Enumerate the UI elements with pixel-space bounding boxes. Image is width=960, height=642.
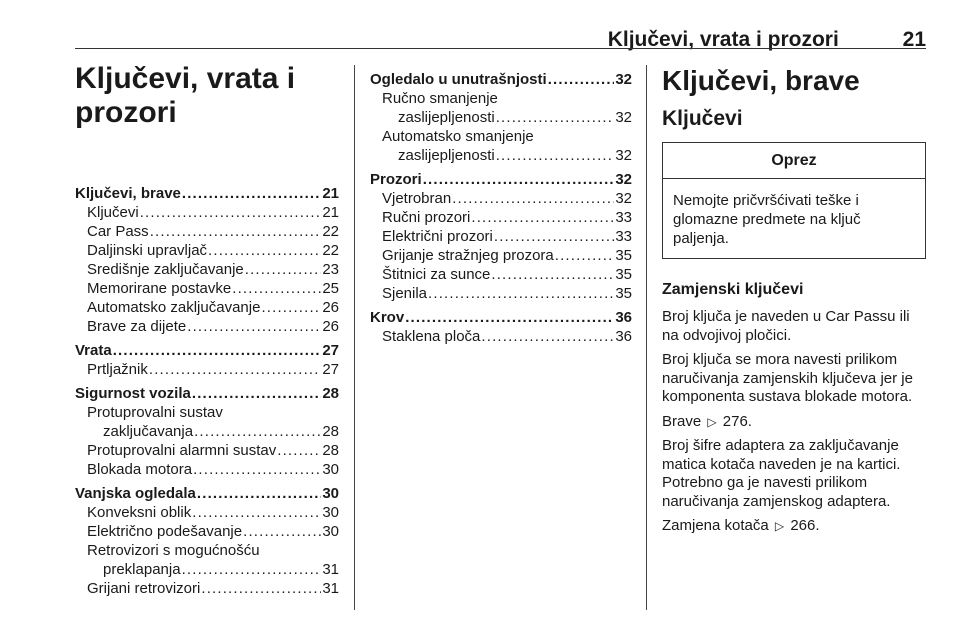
- toc-entry-label: Električni prozori: [382, 228, 493, 245]
- subsection-heading: Ključevi: [662, 107, 743, 130]
- header-rule: [75, 48, 926, 49]
- toc-leader-dots: [548, 70, 615, 89]
- toc-entry-label: Vjetrobran: [382, 190, 452, 207]
- toc-entry-label: Automatsko smanjenje: [382, 128, 534, 145]
- caution-caption: Oprez: [663, 143, 925, 179]
- toc-entry-page: 28: [322, 385, 339, 402]
- toc-entry[interactable]: [75, 222, 339, 241]
- toc-entry[interactable]: [75, 260, 339, 279]
- toc-entry[interactable]: [370, 284, 632, 303]
- toc-entry-label: Ručni prozori: [382, 209, 471, 226]
- toc-entry-label: Brave za dijete: [87, 318, 187, 335]
- toc-leader-dots: [192, 503, 321, 522]
- toc-section-entry[interactable]: [370, 170, 632, 189]
- toc-leader-dots: [496, 146, 615, 165]
- paragraph-4: Broj šifre adaptera za zaključavanje matica kotača naveden je na kartici. Potrebno ga je navesti prilikom naručivanja zamjenskog adaptera.: [662, 437, 901, 510]
- toc-entry-label: Staklena ploča: [382, 328, 481, 345]
- toc-entry-page: 28: [322, 442, 339, 459]
- toc-leader-dots: [481, 327, 614, 346]
- paragraph-3: [662, 413, 926, 432]
- paragraph-5-ref[interactable]: 266.: [790, 517, 820, 534]
- toc-leader-dots: [428, 284, 614, 303]
- toc-entry[interactable]: [370, 265, 632, 284]
- toc-entry-label: Ogledalo u unutrašnjosti: [370, 71, 547, 88]
- toc-entry-label: zaslijepljenosti: [398, 147, 495, 164]
- toc-entry[interactable]: [75, 503, 339, 522]
- toc-entry-page: 21: [322, 204, 339, 221]
- toc-entry[interactable]: [75, 317, 339, 336]
- toc-entry-page: 22: [322, 223, 339, 240]
- toc-entry[interactable]: [370, 227, 632, 246]
- paragraph-2: Broj ključa se mora navesti prilikom naručivanja zamjenskih ključeva jer je komponenta sustava blokade motora.: [662, 351, 913, 405]
- toc-entry-page: 33: [615, 209, 632, 226]
- toc-leader-dots: [423, 170, 615, 189]
- header-title: Ključevi, vrata i prozori: [607, 28, 839, 51]
- toc-entry-label: Protuprovalni sustav: [87, 404, 223, 421]
- toc-entry-page: 32: [615, 109, 632, 126]
- toc-column-2: [370, 70, 632, 346]
- toc-section-entry[interactable]: [75, 341, 339, 360]
- toc-entry-label: Štitnici za sunce: [382, 266, 491, 283]
- toc-entry-page: 32: [615, 190, 632, 207]
- toc-leader-dots: [150, 222, 322, 241]
- toc-leader-dots: [496, 108, 615, 127]
- caution-text: Nemojte pričvršćivati teške i glomazne predmete na ključ paljenja.: [673, 192, 861, 247]
- toc-entry[interactable]: [370, 108, 632, 127]
- toc-entry[interactable]: [75, 403, 339, 422]
- toc-leader-dots: [194, 422, 321, 441]
- toc-entry-page: 30: [322, 485, 339, 502]
- toc-leader-dots: [149, 360, 321, 379]
- toc-leader-dots: [452, 189, 614, 208]
- toc-leader-dots: [201, 579, 321, 598]
- toc-leader-dots: [494, 227, 614, 246]
- toc-entry-page: 26: [322, 299, 339, 316]
- toc-entry-label: preklapanja: [103, 561, 181, 578]
- toc-entry-page: 36: [615, 309, 632, 326]
- toc-leader-dots: [140, 203, 322, 222]
- paragraph-5-text: Zamjena kotača: [662, 517, 769, 534]
- toc-entry[interactable]: [75, 541, 339, 560]
- column-divider-1: [354, 65, 355, 610]
- toc-section-entry[interactable]: [75, 384, 339, 403]
- toc-entry[interactable]: [370, 246, 632, 265]
- toc-leader-dots: [182, 560, 322, 579]
- toc-entry[interactable]: [75, 441, 339, 460]
- toc-leader-dots: [277, 441, 321, 460]
- toc-leader-dots: [193, 460, 321, 479]
- toc-entry-label: Grijani retrovizori: [87, 580, 201, 597]
- column-divider-2: [646, 65, 647, 610]
- toc-leader-dots: [245, 260, 322, 279]
- toc-entry-page: 35: [615, 285, 632, 302]
- toc-entry-page: 30: [322, 461, 339, 478]
- toc-entry[interactable]: [75, 298, 339, 317]
- paragraph-1: Broj ključa je naveden u Car Passu ili na odvojivoj pločici.: [662, 308, 910, 344]
- toc-entry[interactable]: [75, 522, 339, 541]
- toc-entry-label: Blokada motora: [87, 461, 193, 478]
- toc-entry-label: Prozori: [370, 171, 422, 188]
- toc-section-entry[interactable]: [75, 184, 339, 203]
- toc-entry-page: 21: [322, 185, 339, 202]
- toc-section-entry[interactable]: [370, 308, 632, 327]
- toc-column-1: [75, 62, 339, 598]
- toc-entry-label: Središnje zaključavanje: [87, 261, 244, 278]
- toc-entry[interactable]: [75, 279, 339, 298]
- toc-leader-dots: [182, 184, 321, 203]
- toc-entry-label: Vrata: [75, 342, 112, 359]
- content-column: [662, 62, 926, 542]
- toc-entry-label: Retrovizori s mogućnošću: [87, 542, 260, 559]
- paragraph-3-ref[interactable]: 276.: [722, 412, 752, 430]
- toc-leader-dots: [261, 298, 321, 317]
- toc-entry[interactable]: [370, 189, 632, 208]
- toc-entry-label: Sjenila: [382, 285, 428, 302]
- toc-entry-label: Daljinski upravljač: [87, 242, 208, 259]
- toc-leader-dots: [197, 484, 321, 503]
- toc-leader-dots: [405, 308, 614, 327]
- toc-entry-page: 30: [322, 504, 339, 521]
- toc-leader-dots: [243, 522, 321, 541]
- toc-leader-dots: [555, 246, 615, 265]
- toc-entry-label: zaključavanja: [103, 423, 194, 440]
- toc-entry-page: 27: [322, 361, 339, 378]
- toc-list-1: [75, 184, 339, 598]
- toc-entry-page: 31: [322, 561, 339, 578]
- toc-entry-page: 32: [615, 171, 632, 188]
- toc-entry-page: 30: [322, 523, 339, 540]
- toc-entry-page: 32: [615, 147, 632, 164]
- toc-entry[interactable]: [75, 560, 339, 579]
- toc-entry-page: 32: [615, 71, 632, 88]
- chapter-title: Ključevi, vrata i prozori: [75, 62, 296, 129]
- toc-entry-label: zaslijepljenosti: [398, 109, 495, 126]
- toc-section-entry[interactable]: [75, 484, 339, 503]
- caution-box: [662, 142, 926, 259]
- toc-leader-dots: [471, 208, 614, 227]
- page-number: 21: [902, 28, 926, 51]
- toc-entry[interactable]: [370, 89, 632, 108]
- toc-entry-page: 35: [615, 247, 632, 264]
- toc-entry-page: 27: [322, 342, 339, 359]
- toc-entry-label: Ručno smanjenje: [382, 90, 498, 107]
- toc-leader-dots: [491, 265, 614, 284]
- toc-entry-page: 23: [322, 261, 339, 278]
- section-heading: Ključevi, brave: [662, 65, 860, 96]
- toc-entry-label: Prtljažnik: [87, 361, 148, 378]
- toc-entry-label: Protuprovalni alarmni sustav: [87, 442, 277, 459]
- toc-entry[interactable]: [75, 360, 339, 379]
- toc-entry-page: 26: [322, 318, 339, 335]
- toc-leader-dots: [113, 341, 322, 360]
- toc-leader-dots: [192, 384, 321, 403]
- toc-entry-label: Ključevi, brave: [75, 185, 181, 202]
- toc-leader-dots: [208, 241, 321, 260]
- toc-entry-page: 28: [322, 423, 339, 440]
- toc-entry-label: Memorirane postavke: [87, 280, 232, 297]
- paragraph-5: [662, 517, 926, 536]
- toc-entry-label: Ključevi: [87, 204, 139, 221]
- toc-entry-label: Električno podešavanje: [87, 523, 243, 540]
- toc-entry-page: 36: [615, 328, 632, 345]
- toc-entry-page: 25: [322, 280, 339, 297]
- toc-entry[interactable]: [75, 241, 339, 260]
- toc-entry[interactable]: [370, 208, 632, 227]
- paragraph-3-text: Brave: [662, 412, 702, 430]
- toc-entry[interactable]: [370, 146, 632, 165]
- toc-entry-label: Sigurnost vozila: [75, 385, 191, 402]
- toc-entry-label: Car Pass: [87, 223, 149, 240]
- toc-section-entry[interactable]: [370, 70, 632, 89]
- toc-entry-label: Vanjska ogledala: [75, 485, 196, 502]
- toc-entry[interactable]: [75, 203, 339, 222]
- toc-list-2: [370, 70, 632, 346]
- toc-entry[interactable]: [370, 127, 632, 146]
- toc-entry[interactable]: [75, 422, 339, 441]
- toc-entry[interactable]: [75, 460, 339, 479]
- toc-entry-page: 33: [615, 228, 632, 245]
- reference-arrow-icon: ▷: [774, 519, 785, 533]
- toc-entry-page: 35: [615, 266, 632, 283]
- toc-leader-dots: [187, 317, 321, 336]
- toc-entry[interactable]: [370, 327, 632, 346]
- reference-arrow-icon: ▷: [707, 414, 717, 429]
- replacement-keys-heading: Zamjenski ključevi: [662, 281, 804, 298]
- toc-entry-page: 31: [322, 580, 339, 597]
- toc-leader-dots: [232, 279, 321, 298]
- toc-entry-label: Krov: [370, 309, 405, 326]
- toc-entry-label: Grijanje stražnjeg prozora: [382, 247, 554, 264]
- toc-entry-label: Automatsko zaključavanje: [87, 299, 261, 316]
- toc-entry-label: Konveksni oblik: [87, 504, 192, 521]
- toc-entry[interactable]: [75, 579, 339, 598]
- toc-entry-page: 22: [322, 242, 339, 259]
